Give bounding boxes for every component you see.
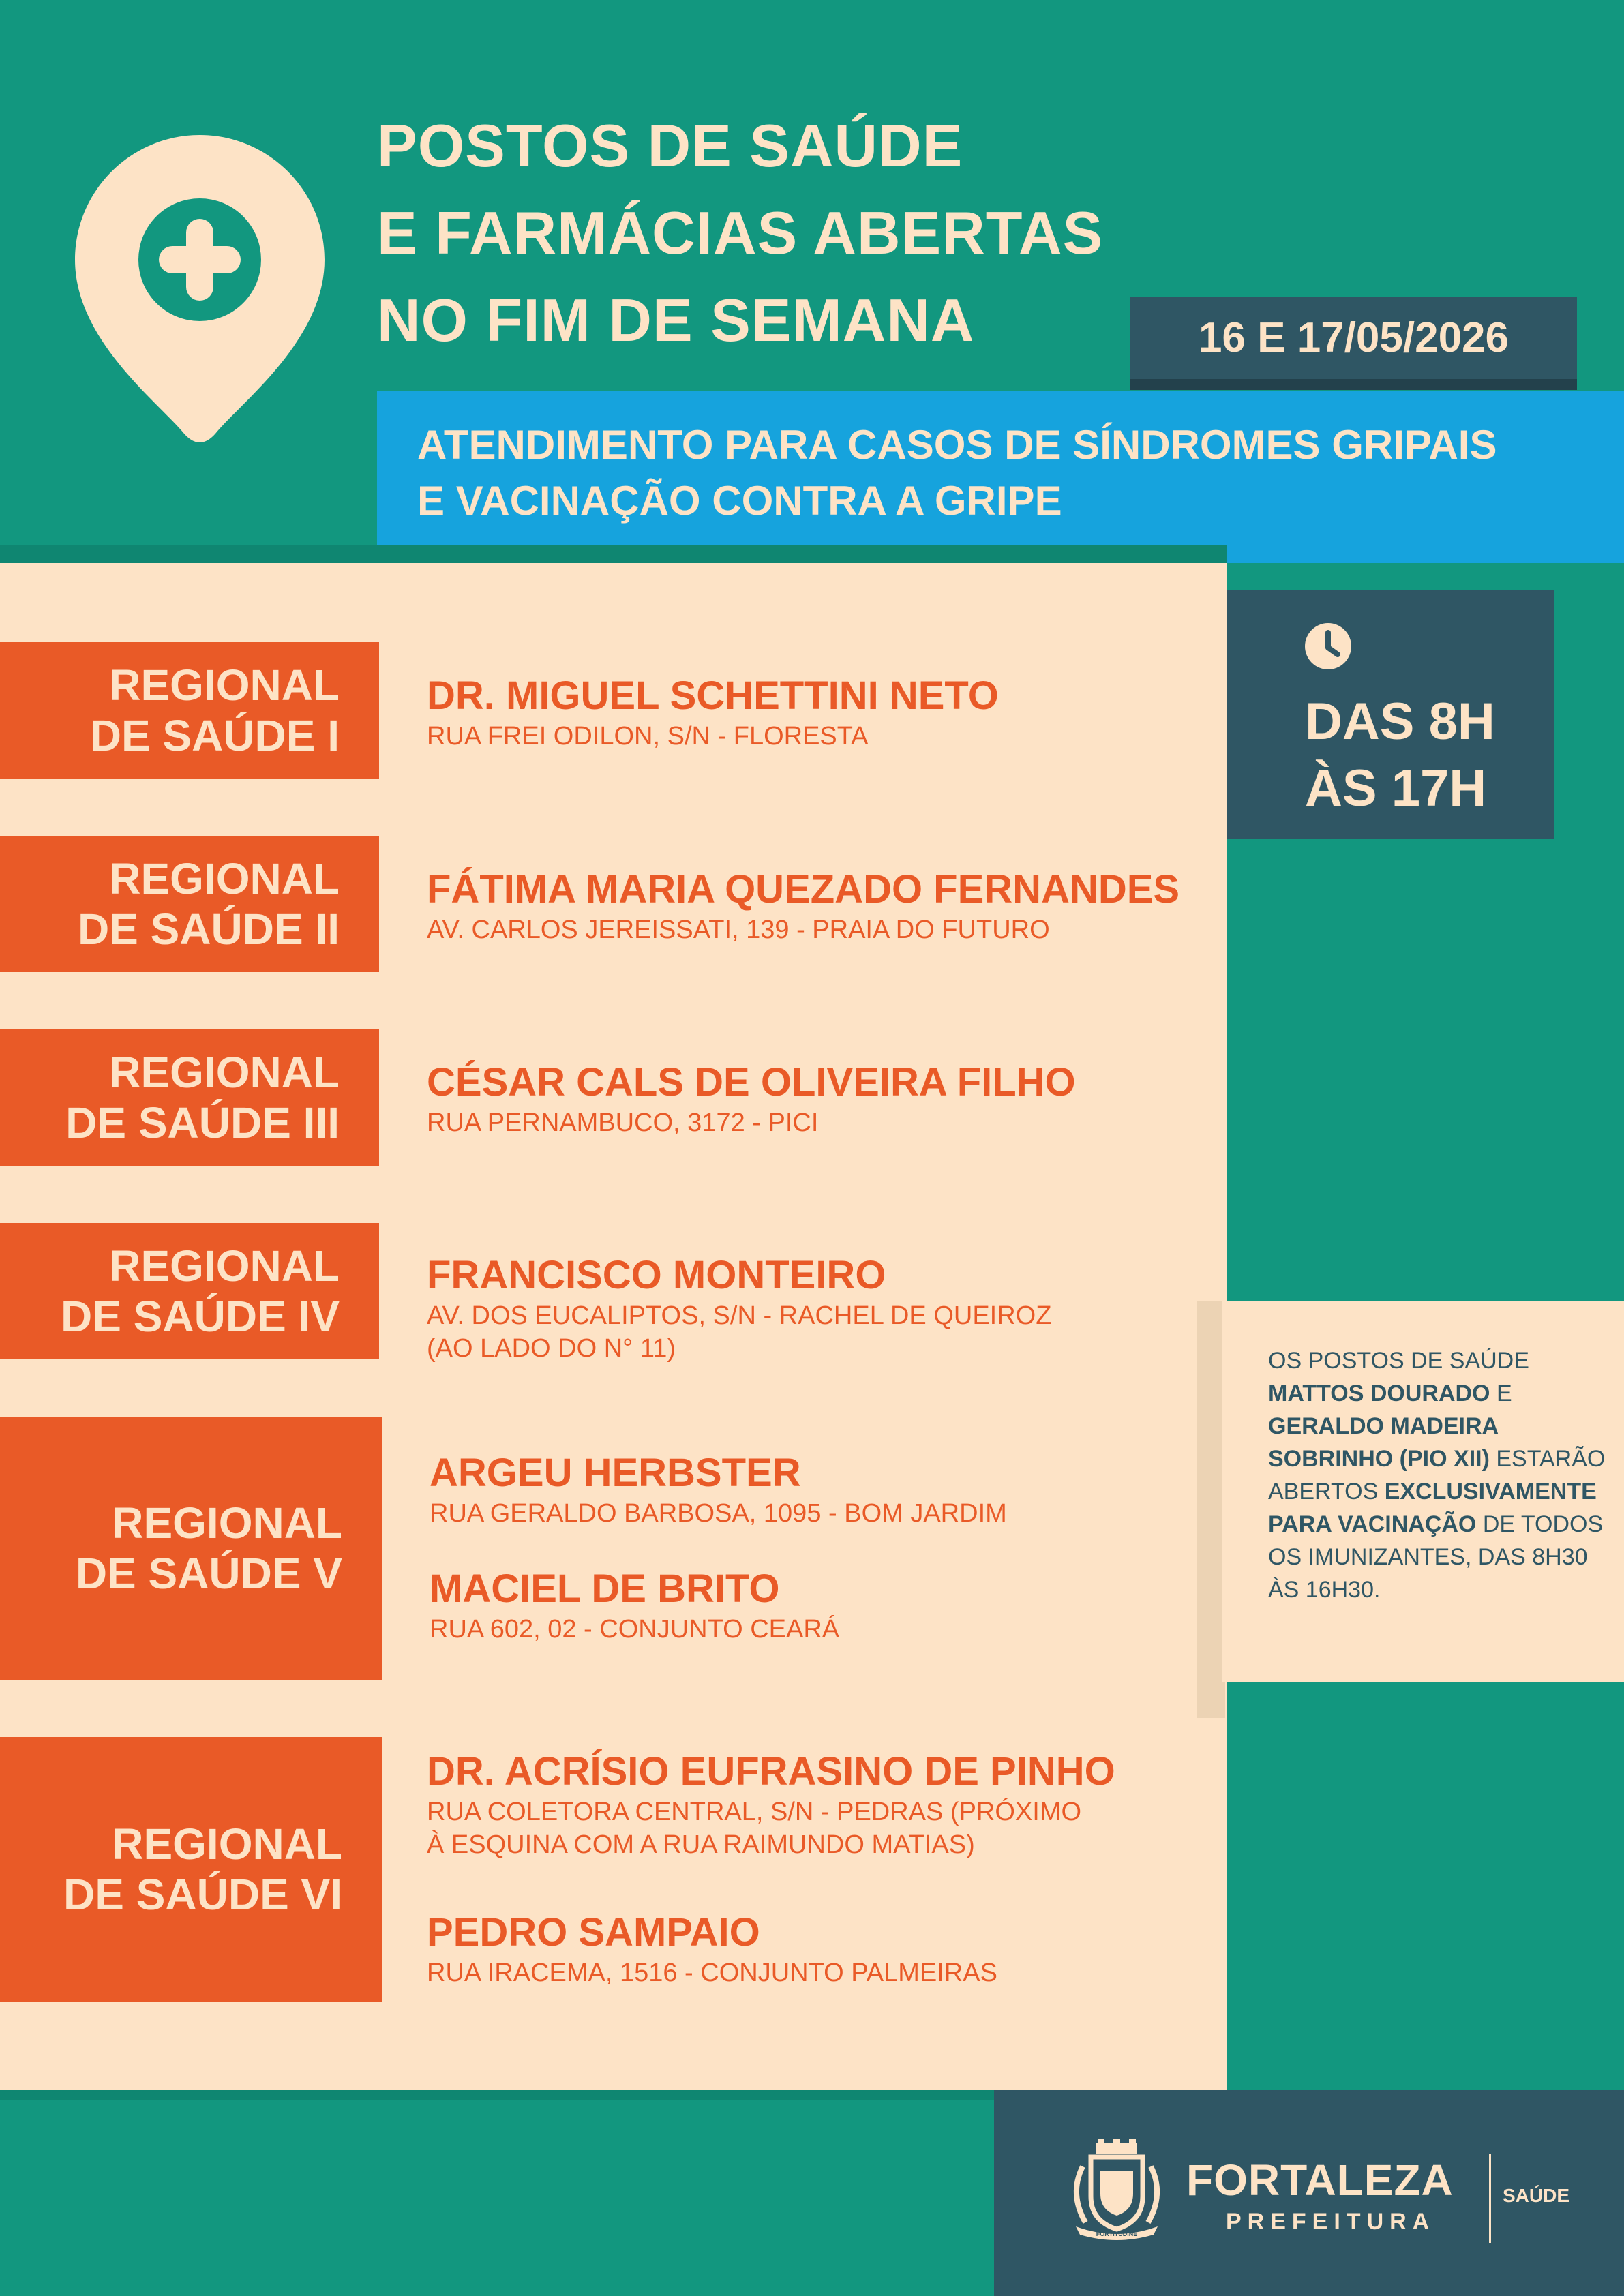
logo-divider — [1489, 2154, 1491, 2243]
note-highlight: GERALDO MADEIRA SOBRINHO (PIO XII) — [1268, 1413, 1498, 1472]
date-badge: 16 E 17/05/2026 — [1130, 297, 1577, 379]
regional-label-line: DE SAÚDE III — [65, 1098, 340, 1147]
unit-address: RUA COLETORA CENTRAL, S/N - PEDRAS (PRÓXIMO — [427, 1798, 1082, 1826]
footer-stripe — [0, 2090, 994, 2100]
subtitle-line: E VACINAÇÃO CONTRA A GRIPE — [417, 478, 1062, 524]
title-line: NO FIM DE SEMANA — [377, 286, 975, 354]
unit-name: ARGEU HERBSTER — [430, 1451, 801, 1495]
hours-line: DAS 8H — [1305, 693, 1495, 751]
unit-name: FÁTIMA MARIA QUEZADO FERNANDES — [427, 867, 1180, 911]
logo-fortaleza: FORTALEZA — [1186, 2156, 1454, 2205]
hours-text — [1305, 689, 1495, 822]
unit-block — [427, 866, 1179, 946]
regional-label-4 — [0, 1223, 379, 1359]
regional-label-line: REGIONAL — [109, 1241, 340, 1290]
note-text: ESTARÃO ABERTOS — [1268, 1446, 1606, 1505]
unit-name: DR. ACRÍSIO EUFRASINO DE PINHO — [427, 1749, 1115, 1794]
unit-block — [427, 1252, 1051, 1365]
regional-label-5 — [0, 1417, 382, 1680]
regional-label-line: REGIONAL — [109, 854, 340, 903]
unit-address: (AO LADO DO N° 11) — [427, 1334, 676, 1363]
unit-block — [430, 1449, 1007, 1530]
unit-name: FRANCISCO MONTEIRO — [427, 1253, 886, 1297]
note-highlight: EXCLUSIVAMENTE PARA VACINAÇÃO — [1268, 1479, 1597, 1537]
regional-label-6 — [0, 1737, 382, 2002]
vaccination-note — [1268, 1344, 1609, 1606]
regional-label-line: DE SAÚDE V — [75, 1549, 342, 1598]
regional-label-3 — [0, 1029, 379, 1166]
unit-name: CÉSAR CALS DE OLIVEIRA FILHO — [427, 1060, 1076, 1104]
unit-address: RUA FREI ODILON, S/N - FLORESTA — [427, 722, 869, 751]
unit-name: DR. MIGUEL SCHETTINI NETO — [427, 674, 999, 718]
subtitle — [417, 417, 1497, 529]
title-line: POSTOS DE SAÚDE — [377, 112, 963, 179]
regional-label-2 — [0, 836, 379, 972]
regional-label-line: DE SAÚDE I — [89, 711, 340, 760]
unit-name: MACIEL DE BRITO — [430, 1567, 780, 1611]
title-line: E FARMÁCIAS ABERTAS — [377, 199, 1104, 267]
regional-label-line: REGIONAL — [112, 1819, 342, 1869]
unit-address: RUA PERNAMBUCO, 3172 - PICI — [427, 1108, 819, 1137]
seal-text: FORTITUDINE — [1096, 2231, 1138, 2237]
unit-block — [427, 1909, 997, 1989]
location-pin-icon — [75, 135, 325, 444]
note-text: OS POSTOS DE SAÚDE — [1268, 1348, 1529, 1374]
unit-address: AV. CARLOS JEREISSATI, 139 - PRAIA DO FUTURO — [427, 916, 1050, 944]
regional-label-line: REGIONAL — [112, 1498, 342, 1547]
regional-label-1 — [0, 642, 379, 779]
unit-address: RUA GERALDO BARBOSA, 1095 - BOM JARDIM — [430, 1499, 1007, 1528]
subtitle-line: ATENDIMENTO PARA CASOS DE SÍNDROMES GRIPAIS — [417, 422, 1497, 468]
note-text: E — [1490, 1380, 1512, 1406]
logo-prefeitura: PREFEITURA — [1226, 2209, 1436, 2235]
note-highlight: MATTOS DOURADO — [1268, 1380, 1490, 1406]
coat-of-arms-icon — [1055, 2139, 1178, 2241]
note-text: DE TODOS OS IMUNIZANTES, DAS 8H30 ÀS 16H30. — [1268, 1511, 1604, 1603]
unit-address: RUA IRACEMA, 1516 - CONJUNTO PALMEIRAS — [427, 1959, 997, 1987]
unit-address: À ESQUINA COM A RUA RAIMUNDO MATIAS) — [427, 1830, 975, 1859]
unit-block — [427, 672, 999, 753]
regional-label-line: DE SAÚDE II — [77, 905, 340, 954]
page-title — [377, 102, 1103, 364]
unit-block — [427, 1748, 1115, 1861]
unit-address: RUA 602, 02 - CONJUNTO CEARÁ — [430, 1615, 840, 1644]
regional-label-line: REGIONAL — [109, 661, 340, 710]
unit-block — [430, 1565, 839, 1646]
note-shadow — [1197, 1301, 1225, 1718]
unit-name: PEDRO SAMPAIO — [427, 1910, 760, 1954]
hours-line: ÀS 17H — [1305, 759, 1487, 817]
regional-label-line: DE SAÚDE VI — [63, 1870, 342, 1919]
unit-block — [427, 1059, 1076, 1139]
unit-address: AV. DOS EUCALIPTOS, S/N - RACHEL DE QUEIROZ — [427, 1301, 1052, 1330]
clock-icon — [1304, 622, 1353, 671]
regional-label-line: DE SAÚDE IV — [61, 1292, 340, 1341]
logo-department: SAÚDE — [1503, 2185, 1570, 2206]
regional-label-line: REGIONAL — [109, 1048, 340, 1097]
